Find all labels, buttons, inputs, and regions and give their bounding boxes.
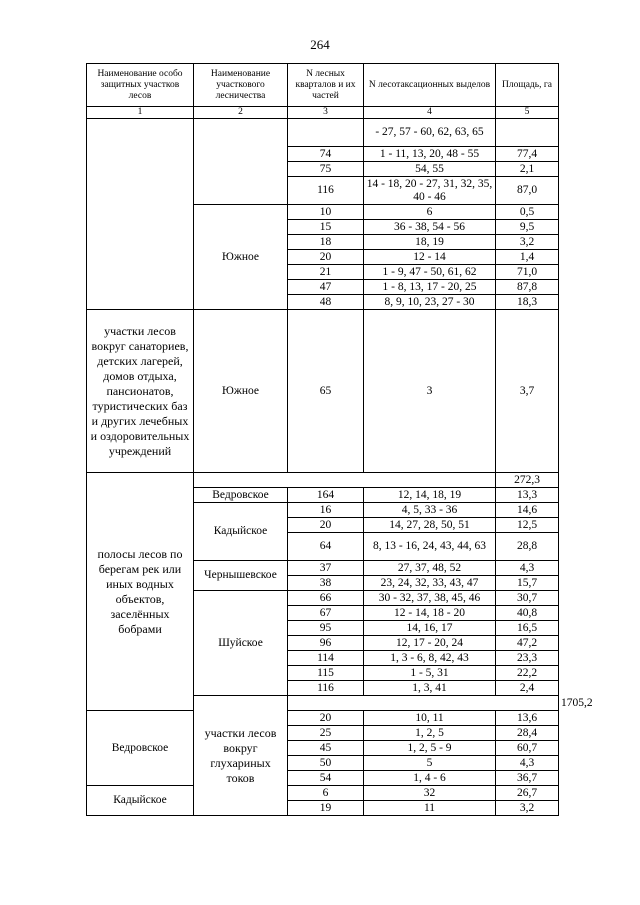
table-row <box>87 310 559 473</box>
header-cell: Наименование участкового лесничества <box>194 64 288 107</box>
allotment-cell: 1, 4 - 6 <box>364 771 496 786</box>
allotment-cell: 12 - 14, 18 - 20 <box>364 606 496 621</box>
allotment-cell: 18, 19 <box>364 235 496 250</box>
forestry-name: Южное <box>194 310 288 473</box>
allotment-cell: 27, 37, 48, 52 <box>364 561 496 576</box>
quarter-cell: 65 <box>288 310 364 473</box>
area-cell: 28,4 <box>496 726 559 741</box>
allotment-cell: 36 - 38, 54 - 56 <box>364 220 496 235</box>
allotment-cell: 4, 5, 33 - 36 <box>364 503 496 518</box>
area-cell: 77,4 <box>496 147 559 162</box>
allotment-cell: 1 - 5, 31 <box>364 666 496 681</box>
allotment-cell: 14, 16, 17 <box>364 621 496 636</box>
area-cell: 36,7 <box>496 771 559 786</box>
area-cell: 87,8 <box>496 280 559 295</box>
area-cell: 4,3 <box>496 561 559 576</box>
total-label-empty <box>194 473 496 488</box>
quarter-cell: 18 <box>288 235 364 250</box>
category-cell-empty <box>87 119 194 310</box>
allotment-cell: 3 <box>364 310 496 473</box>
allotment-cell: 23, 24, 32, 33, 43, 47 <box>364 576 496 591</box>
area-cell: 28,8 <box>496 533 559 561</box>
allotment-cell: 12, 14, 18, 19 <box>364 488 496 503</box>
quarter-cell: 74 <box>288 147 364 162</box>
allotment-cell: 5 <box>364 756 496 771</box>
area-cell <box>496 119 559 147</box>
quarter-cell: 116 <box>288 177 364 205</box>
area-cell: 13,6 <box>496 711 559 726</box>
allotment-cell: 11 <box>364 801 496 816</box>
total-label-empty <box>288 696 559 711</box>
allotment-cell: 54, 55 <box>364 162 496 177</box>
area-cell: 26,7 <box>496 786 559 801</box>
allotment-cell: 1, 3 - 6, 8, 42, 43 <box>364 651 496 666</box>
quarter-cell: 64 <box>288 533 364 561</box>
area-cell: 71,0 <box>496 265 559 280</box>
area-cell: 3,2 <box>496 801 559 816</box>
allotment-cell: 8, 9, 10, 23, 27 - 30 <box>364 295 496 310</box>
area-cell: 4,3 <box>496 756 559 771</box>
area-cell: 3,2 <box>496 235 559 250</box>
column-number: 3 <box>288 107 364 119</box>
header-cell: Площадь, га <box>496 64 559 107</box>
quarter-cell: 75 <box>288 162 364 177</box>
column-number: 1 <box>87 107 194 119</box>
allotment-cell: 14 - 18, 20 - 27, 31, 32, 35, 40 - 46 <box>364 177 496 205</box>
allotment-cell: 1 - 11, 13, 20, 48 - 55 <box>364 147 496 162</box>
forestry-name: Кадыйское <box>194 503 288 561</box>
area-cell: 2,1 <box>496 162 559 177</box>
quarter-cell: 10 <box>288 205 364 220</box>
category-sanatoria: участки лесов вокруг санаториев, детских лагерей, домов отдыха, пансионатов, туристических баз и других лечебных и оздоровительных учреждений <box>87 310 194 473</box>
quarter-cell: 45 <box>288 741 364 756</box>
header-cell: N лесотаксационных выделов <box>364 64 496 107</box>
allotment-cell: - 27, 57 - 60, 62, 63, 65 <box>364 119 496 147</box>
header-cell: N лесных кварталов и их частей <box>288 64 364 107</box>
forestry-name: Кадыйское <box>87 786 194 816</box>
quarter-cell: 96 <box>288 636 364 651</box>
area-cell: 23,3 <box>496 651 559 666</box>
area-cell: 13,3 <box>496 488 559 503</box>
quarter-cell: 38 <box>288 576 364 591</box>
quarter-cell: 20 <box>288 518 364 533</box>
table-row <box>87 473 559 488</box>
quarter-cell: 66 <box>288 591 364 606</box>
area-cell: 1,4 <box>496 250 559 265</box>
quarter-cell: 95 <box>288 621 364 636</box>
quarter-cell: 50 <box>288 756 364 771</box>
quarter-cell: 16 <box>288 503 364 518</box>
column-number: 4 <box>364 107 496 119</box>
header-row <box>87 64 559 107</box>
area-cell: 18,3 <box>496 295 559 310</box>
forestry-name: Южное <box>194 205 288 310</box>
forestry-name: Ведровское <box>87 711 194 786</box>
table-row: участки лесов вокруг глухариных токов 1705,2 <box>87 696 559 711</box>
area-cell: 47,2 <box>496 636 559 651</box>
quarter-cell: 20 <box>288 711 364 726</box>
forestry-name: Шуйское <box>194 591 288 696</box>
area-cell: 3,7 <box>496 310 559 473</box>
quarter-cell: 47 <box>288 280 364 295</box>
quarter-cell <box>288 119 364 147</box>
area-cell: 30,7 <box>496 591 559 606</box>
allotment-cell: 6 <box>364 205 496 220</box>
total-cell: 272,3 <box>496 473 559 488</box>
forest-areas-table <box>86 63 593 816</box>
column-number: 5 <box>496 107 559 119</box>
quarter-cell: 21 <box>288 265 364 280</box>
quarter-cell: 6 <box>288 786 364 801</box>
quarter-cell: 115 <box>288 666 364 681</box>
allotment-cell: 1 - 8, 13, 17 - 20, 25 <box>364 280 496 295</box>
allotment-cell: 12 - 14 <box>364 250 496 265</box>
allotment-cell: 14, 27, 28, 50, 51 <box>364 518 496 533</box>
quarter-cell: 164 <box>288 488 364 503</box>
quarter-cell: 114 <box>288 651 364 666</box>
quarter-cell: 37 <box>288 561 364 576</box>
quarter-cell: 15 <box>288 220 364 235</box>
area-cell: 60,7 <box>496 741 559 756</box>
area-cell: 22,2 <box>496 666 559 681</box>
allotment-cell: 8, 13 - 16, 24, 43, 44, 63 <box>364 533 496 561</box>
column-number: 2 <box>194 107 288 119</box>
column-number-row <box>87 107 559 119</box>
category-beaver: полосы лесов по берегам рек или иных водных объектов, заселённых бобрами <box>87 473 194 711</box>
quarter-cell: 19 <box>288 801 364 816</box>
table-row <box>87 786 559 801</box>
quarter-cell: 116 <box>288 681 364 696</box>
table-row <box>87 711 559 726</box>
forestry-name: Чернышевское <box>194 561 288 591</box>
page-number: 264 <box>310 37 330 52</box>
area-cell: 16,5 <box>496 621 559 636</box>
area-cell: 9,5 <box>496 220 559 235</box>
quarter-cell: 25 <box>288 726 364 741</box>
allotment-cell: 1, 3, 41 <box>364 681 496 696</box>
area-cell: 87,0 <box>496 177 559 205</box>
allotment-cell: 1 - 9, 47 - 50, 61, 62 <box>364 265 496 280</box>
allotment-cell: 10, 11 <box>364 711 496 726</box>
forestry-name: Ведровское <box>194 488 288 503</box>
allotment-cell: 30 - 32, 37, 38, 45, 46 <box>364 591 496 606</box>
category-capercaillie: участки лесов вокруг глухариных токов <box>194 696 288 816</box>
header-cell: Наименование особо защитных участков лесов <box>87 64 194 107</box>
quarter-cell: 20 <box>288 250 364 265</box>
area-cell: 0,5 <box>496 205 559 220</box>
table-row <box>87 119 559 147</box>
area-cell: 40,8 <box>496 606 559 621</box>
area-cell: 2,4 <box>496 681 559 696</box>
forestry-cell-empty <box>194 119 288 205</box>
area-cell: 14,6 <box>496 503 559 518</box>
allotment-cell: 1, 2, 5 <box>364 726 496 741</box>
quarter-cell: 48 <box>288 295 364 310</box>
quarter-cell: 54 <box>288 771 364 786</box>
quarter-cell: 67 <box>288 606 364 621</box>
allotment-cell: 1, 2, 5 - 9 <box>364 741 496 756</box>
area-cell: 15,7 <box>496 576 559 591</box>
allotment-cell: 32 <box>364 786 496 801</box>
allotment-cell: 12, 17 - 20, 24 <box>364 636 496 651</box>
area-cell: 12,5 <box>496 518 559 533</box>
